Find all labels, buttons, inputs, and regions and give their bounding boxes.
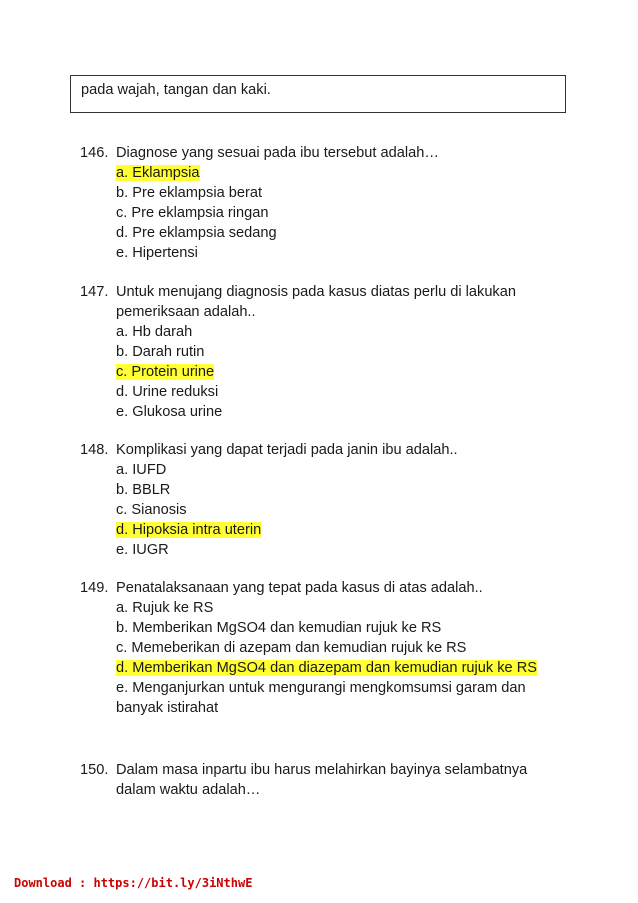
option-e-continued: banyak istirahat [116, 700, 219, 716]
option-a: a. IUFD [116, 462, 167, 478]
question-number: 148. [80, 442, 109, 458]
option-line [80, 500, 560, 520]
question-stem-line [80, 282, 560, 302]
question-149 [80, 578, 560, 718]
question-147 [80, 282, 560, 422]
option-d: d. Urine reduksi [116, 384, 219, 400]
question-146 [80, 143, 560, 263]
option-line [80, 342, 560, 362]
question-stem-line [80, 780, 560, 800]
question-text: Penatalaksanaan yang tepat pada kasus di atas adalah.. [116, 580, 483, 596]
option-line [80, 598, 560, 618]
option-d-highlighted: d. Hipoksia intra uterin [116, 522, 262, 538]
question-text: Diagnose yang sesuai pada ibu tersebut adalah… [116, 145, 439, 161]
option-line [80, 520, 560, 540]
option-line [80, 638, 560, 658]
option-d-highlighted: d. Memberikan MgSO4 dan diazepam dan kemudian rujuk ke RS [116, 660, 538, 676]
option-a: a. Hb darah [116, 324, 193, 340]
option-e: e. Menganjurkan untuk mengurangi mengkomsumsi garam dan [116, 680, 526, 696]
option-line [80, 223, 560, 243]
question-stem-line [80, 578, 560, 598]
option-c: c. Sianosis [116, 502, 187, 518]
answer-context-box [70, 75, 566, 113]
option-line [80, 480, 560, 500]
option-b: b. BBLR [116, 482, 171, 498]
option-a: a. Rujuk ke RS [116, 600, 214, 616]
option-c: c. Memeberikan di azepam dan kemudian rujuk ke RS [116, 640, 467, 656]
option-b: b. Pre eklampsia berat [116, 185, 263, 201]
question-number: 147. [80, 284, 109, 300]
question-number: 149. [80, 580, 109, 596]
option-line [80, 698, 560, 718]
option-line [80, 382, 560, 402]
option-c: c. Pre eklampsia ringan [116, 205, 269, 221]
option-line [80, 183, 560, 203]
download-link[interactable]: Download : https://bit.ly/3iNthwE [14, 876, 253, 890]
question-text-continued: dalam waktu adalah… [116, 782, 261, 798]
option-line [80, 203, 560, 223]
question-text: Untuk menujang diagnosis pada kasus diatas perlu di lakukan [116, 284, 516, 300]
option-line [80, 163, 560, 183]
question-text: Dalam masa inpartu ibu harus melahirkan bayinya selambatnya [116, 762, 528, 778]
option-line [80, 322, 560, 342]
option-b: b. Darah rutin [116, 344, 205, 360]
option-line [80, 658, 560, 678]
option-line [80, 618, 560, 638]
question-text: Komplikasi yang dapat terjadi pada janin ibu adalah.. [116, 442, 458, 458]
question-148 [80, 440, 560, 560]
question-150 [80, 760, 560, 800]
context-text: pada wajah, tangan dan kaki. [81, 82, 271, 98]
option-d: d. Pre eklampsia sedang [116, 225, 277, 241]
question-stem-line [80, 440, 560, 460]
option-e: e. Hipertensi [116, 245, 198, 261]
option-line [80, 540, 560, 560]
question-stem-line [80, 143, 560, 163]
question-stem-line [80, 302, 560, 322]
option-e: e. Glukosa urine [116, 404, 223, 420]
option-line [80, 243, 560, 263]
question-stem-line [80, 760, 560, 780]
option-a-highlighted: a. Eklampsia [116, 165, 200, 181]
option-b: b. Memberikan MgSO4 dan kemudian rujuk ke RS [116, 620, 442, 636]
option-c-highlighted: c. Protein urine [116, 364, 215, 380]
question-text-continued: pemeriksaan adalah.. [116, 304, 256, 320]
question-number: 146. [80, 145, 109, 161]
option-e: e. IUGR [116, 542, 169, 558]
option-line [80, 402, 560, 422]
option-line [80, 678, 560, 698]
question-number: 150. [80, 762, 109, 778]
option-line [80, 460, 560, 480]
option-line [80, 362, 560, 382]
